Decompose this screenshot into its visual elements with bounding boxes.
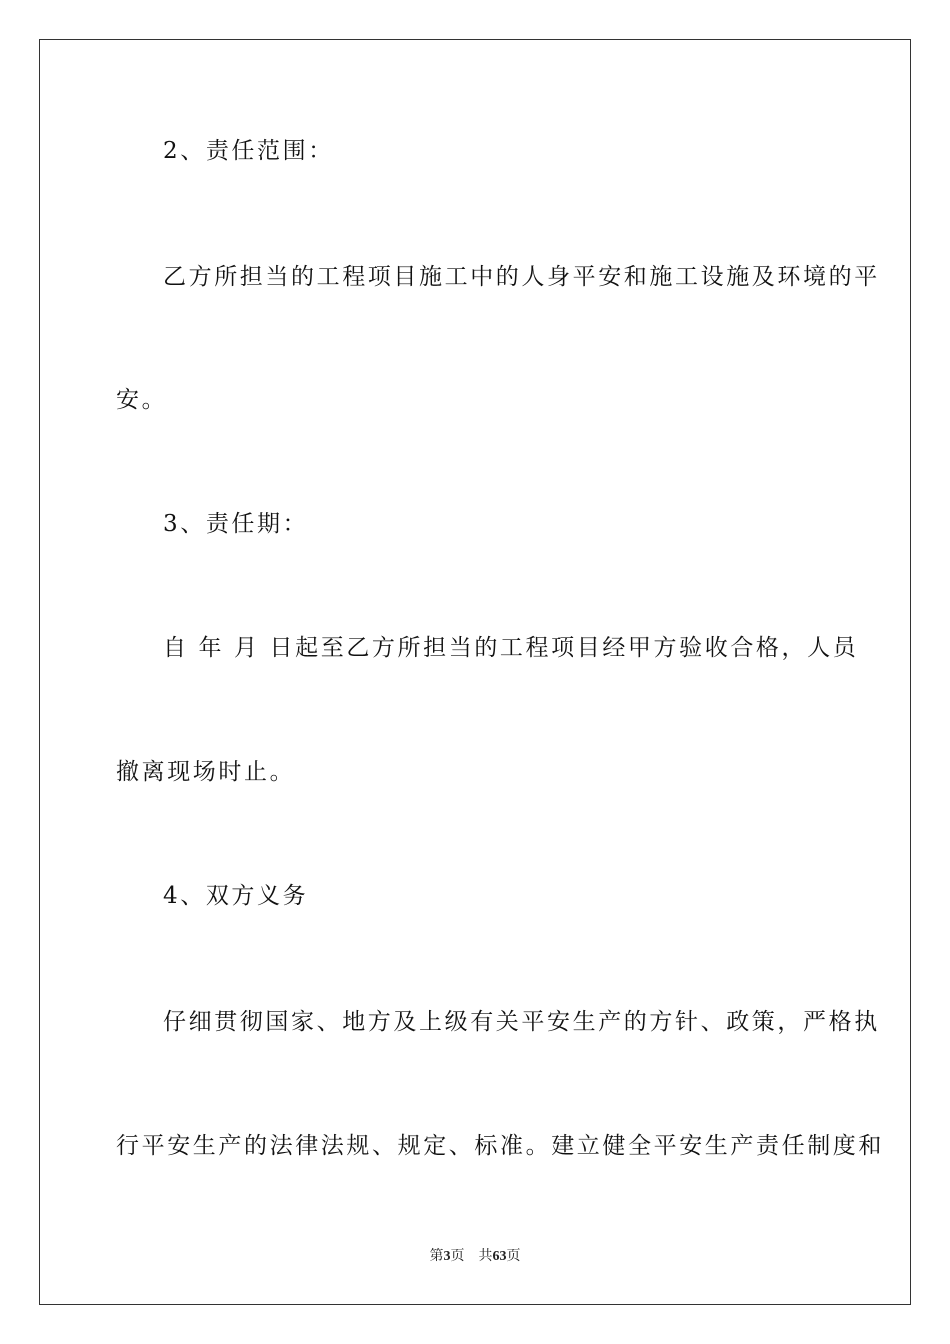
footer-total-pages: 63 (492, 1249, 507, 1264)
paragraph-line: 仔细贯彻国家、地方及上级有关平安生产的方针、政策，严格执 (163, 1009, 880, 1035)
footer-page-suffix: 页 (450, 1249, 465, 1264)
heading-mutual-obligations: 4、双方义务 (163, 883, 309, 909)
heading-responsibility-scope: 2、责任范围： (163, 138, 334, 164)
paragraph-line: 撤离现场时止。 (116, 759, 296, 785)
footer-page-number: 3 (443, 1249, 451, 1264)
footer-total-prefix: 共 (478, 1249, 493, 1264)
paragraph-line: 乙方所担当的工程项目施工中的人身平安和施工设施及环境的平 (163, 264, 880, 290)
paragraph-line: 自 年 月 日起至乙方所担当的工程项目经甲方验收合格，人员 (163, 635, 859, 661)
paragraph-line: 安。 (116, 387, 168, 413)
paragraph-line: 行平安生产的法律法规、规定、标准。建立健全平安生产责任制度和 (116, 1133, 884, 1159)
footer-total-suffix: 页 (506, 1249, 521, 1264)
page-footer (0, 1248, 950, 1266)
page-border (39, 39, 911, 1305)
heading-responsibility-period: 3、责任期： (163, 511, 309, 537)
footer-page-prefix: 第 (429, 1249, 444, 1264)
